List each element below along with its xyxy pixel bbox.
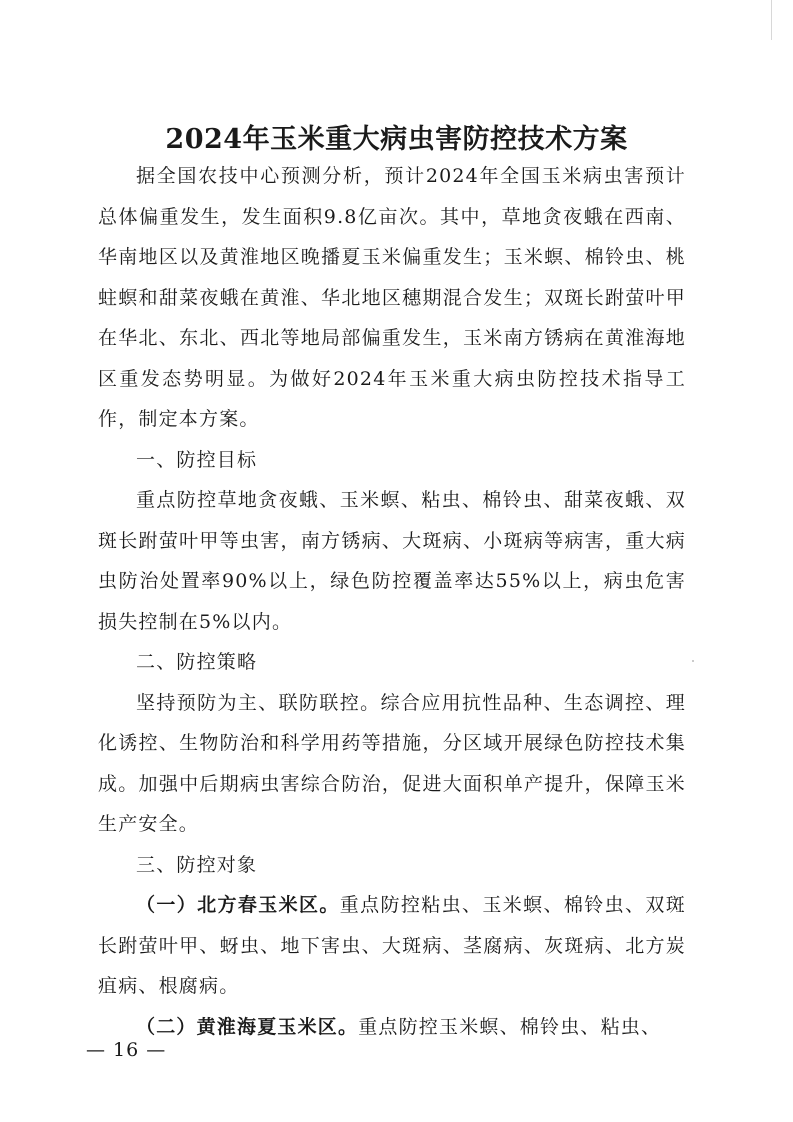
section-heading-targets: 一、防控目标 (136, 448, 258, 471)
subsection-huanghuaihai-summer-maize (98, 1007, 686, 1048)
document-title: 2024年玉米重大病虫害防控技术方案 (165, 124, 628, 156)
subsection-text: 重点防控玉米螟、棉铃虫、粘虫、 (358, 1015, 662, 1038)
subsection-lead: （二）黄淮海夏玉米区。 (136, 1015, 359, 1038)
scan-edge-mark (771, 0, 772, 40)
subsection-text: 重点防控粘虫、玉米螟、棉铃虫、双斑长跗萤叶甲、蚜虫、地下害虫、大斑病、茎腐病、灰斑病、北方炭疽病、根腐病。 (98, 894, 686, 997)
section-text-targets: 重点防控草地贪夜蛾、玉米螟、粘虫、棉铃虫、甜菜夜蛾、双斑长跗萤叶甲等虫害，南方锈病、大斑病、小斑病等病害，重大病虫防治处置率90%以上，绿色防控覆盖率达55%以上，病虫危害损失控制在5%以内。 (98, 489, 686, 633)
intro-paragraph: 据全国农技中心预测分析，预计2024年全国玉米病虫害预计总体偏重发生，发生面积9.8亿亩次。其中，草地贪夜蛾在西南、华南地区以及黄淮地区晚播夏玉米偏重发生；玉米螟、棉铃虫、桃蛀螟和甜菜夜蛾在黄淮、华北地区穗期混合发生；双斑长跗萤叶甲在华北、东北、西北等地局部偏重发生，玉米南方锈病在黄淮海地区重发态势明显。为做好2024年玉米重大病虫防控技术指导工作，制定本方案。 (98, 165, 686, 430)
scan-speck (692, 660, 694, 662)
subsection-north-spring-maize (98, 885, 686, 1007)
section-heading-strategy: 二、防控策略 (136, 651, 258, 673)
subsection-lead: （一）北方春玉米区。 (136, 894, 340, 916)
section-heading-objects: 三、防控对象 (136, 853, 258, 876)
document-body (98, 156, 686, 1047)
section-text-strategy: 坚持预防为主、联防联控。综合应用抗性品种、生态调控、理化诱控、生物防治和科学用药等措施，分区域开展绿色防控技术集成。加强中后期病虫害综合防治，促进大面积单产提升，保障玉米生产安全。 (98, 691, 686, 835)
page-number: — 16 — (86, 1039, 167, 1061)
